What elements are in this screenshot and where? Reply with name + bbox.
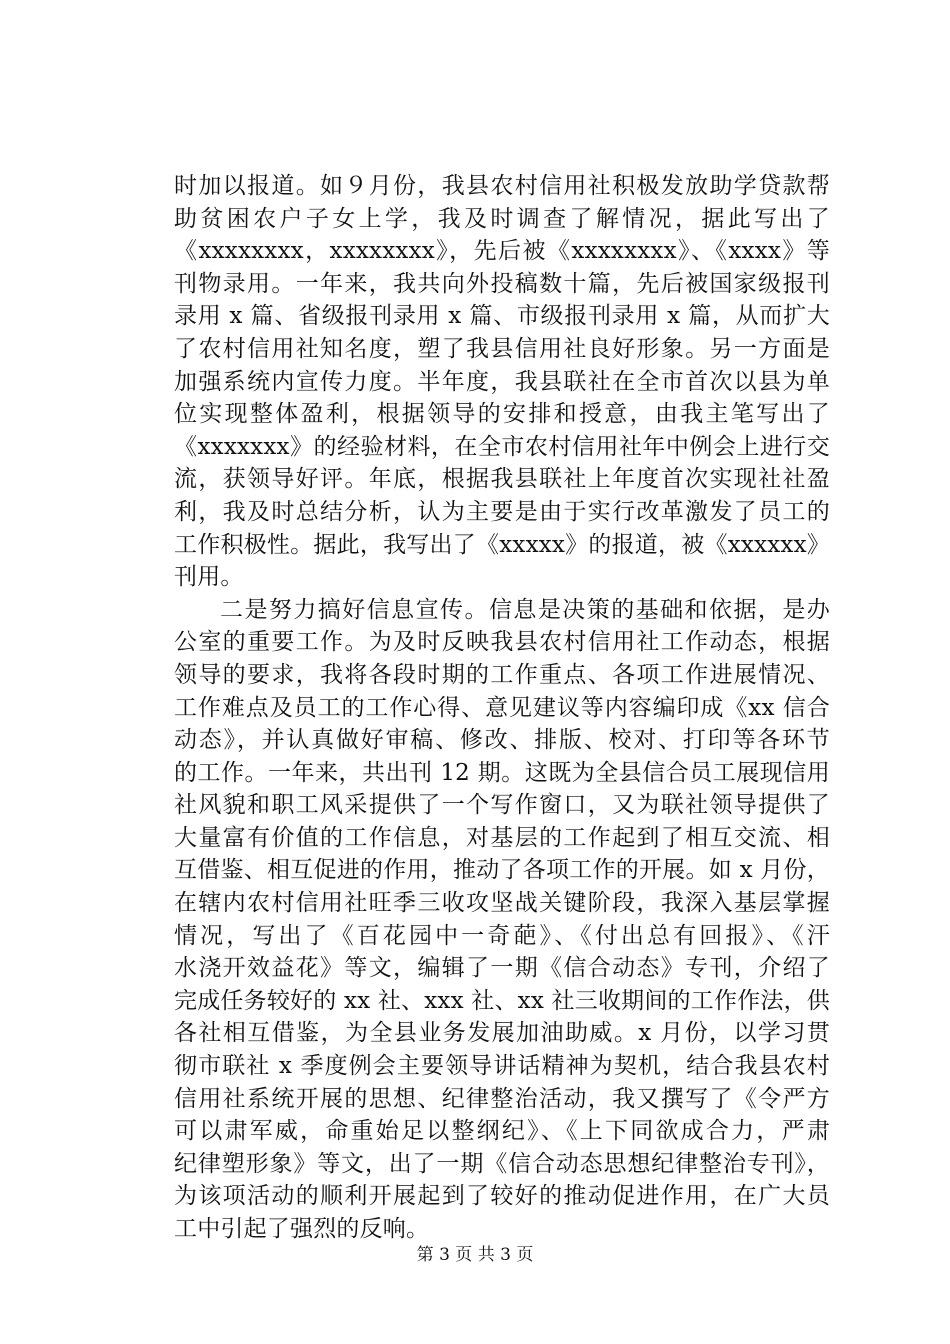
paragraph-end-line: 工中引起了强烈的反响。 [174,1216,430,1242]
text-line: 信用社系统开展的思想、纪律整治活动，我又撰写了《令严方 [174,1085,830,1112]
text-line: 利，我及时总结分析，认为主要是由于实行改革激发了员工的 [174,498,830,525]
text-line: 各社相互借鉴，为全县业务发展加油助威。x 月份，以学习贯 [174,1020,830,1047]
text-line: 水浇开效益花》等文，编辑了一期《信合动态》专刊，介绍了 [174,955,830,982]
text-line: 完成任务较好的 xx 社、xxx 社、xx 社三收期间的工作作法，供 [174,987,830,1014]
text-line: 位实现整体盈利，根据领导的安排和授意，由我主笔写出了 [174,401,830,428]
text-line: 互借鉴、相互促进的作用，推动了各项工作的开展。如 x 月份， [174,857,830,884]
text-line: 时加以报道。如９月份，我县农村信用社积极发放助学贷款帮 [174,173,830,199]
text-line: 可以肃军威，命重始足以整纲纪》、《上下同欲成合力，严肃 [174,1118,830,1145]
text-line: 工作难点及员工的工作心得、意见建议等内容编印成《xx 信合 [174,694,830,721]
text-line: 彻市联社 x 季度例会主要领导讲话精神为契机，结合我县农村 [174,1053,830,1080]
page-footer: 第 3 页 共 3 页 [416,1245,534,1265]
text-line: 了农村信用社知名度，塑了我县信用社良好形象。另一方面是 [174,335,830,362]
text-line: 情况，写出了《百花园中一奇葩》、《付出总有回报》、《汗 [174,922,830,949]
paragraph-end-line: 刊用。 [174,564,244,591]
text-line: 《xxxxxxx》的经验材料，在全市农村信用社年中例会上进行交 [174,433,830,460]
text-line: 流，获领导好评。年底，根据我县联社上年度首次实现社社盈 [174,466,830,493]
text-line: 领导的要求，我将各段时期的工作重点、各项工作进展情况、 [174,661,830,688]
text-line: 公室的重要工作。为及时反映我县农村信用社工作动态，根据 [174,629,830,656]
paragraph-first-line: 二是努力搞好信息宣传。信息是决策的基础和依据，是办 [220,596,830,623]
text-line: 动态》，并认真做好审稿、修改、排版、校对、打印等各环节 [174,727,830,754]
text-line: 刊物录用。一年来，我共向外投稿数十篇，先后被国家级报刊 [174,270,830,297]
text-line: 加强系统内宣传力度。半年度，我县联社在全市首次以县为单 [174,368,830,395]
text-line: 录用 x 篇、省级报刊录用 x 篇、市级报刊录用 x 篇，从而扩大 [174,303,830,330]
text-line: 助贫困农户子女上学，我及时调查了解情况，据此写出了 [174,205,830,232]
text-line: 为该项活动的顺利开展起到了较好的推动促进作用，在广大员 [174,1183,830,1210]
text-line: 在辖内农村信用社旺季三收攻坚战关键阶段，我深入基层掌握 [174,890,830,917]
text-line: 工作积极性。据此，我写出了《xxxxx》的报道，被《xxxxxx》 [174,531,830,558]
text-line: 大量富有价值的工作信息，对基层的工作起到了相互交流、相 [174,824,830,851]
text-line: 纪律塑形象》等文，出了一期《信合动态思想纪律整治专刊》， [174,1150,830,1177]
text-line: 《xxxxxxxx，xxxxxxxx》，先后被《xxxxxxxx》、《xxxx》等 [174,238,830,265]
body-text [174,170,830,1246]
text-line: 社风貌和职工风采提供了一个写作窗口，又为联社领导提供了 [174,792,830,819]
text-line: 的工作。一年来，共出刊 12 期。这既为全县信合员工展现信用 [174,759,830,786]
